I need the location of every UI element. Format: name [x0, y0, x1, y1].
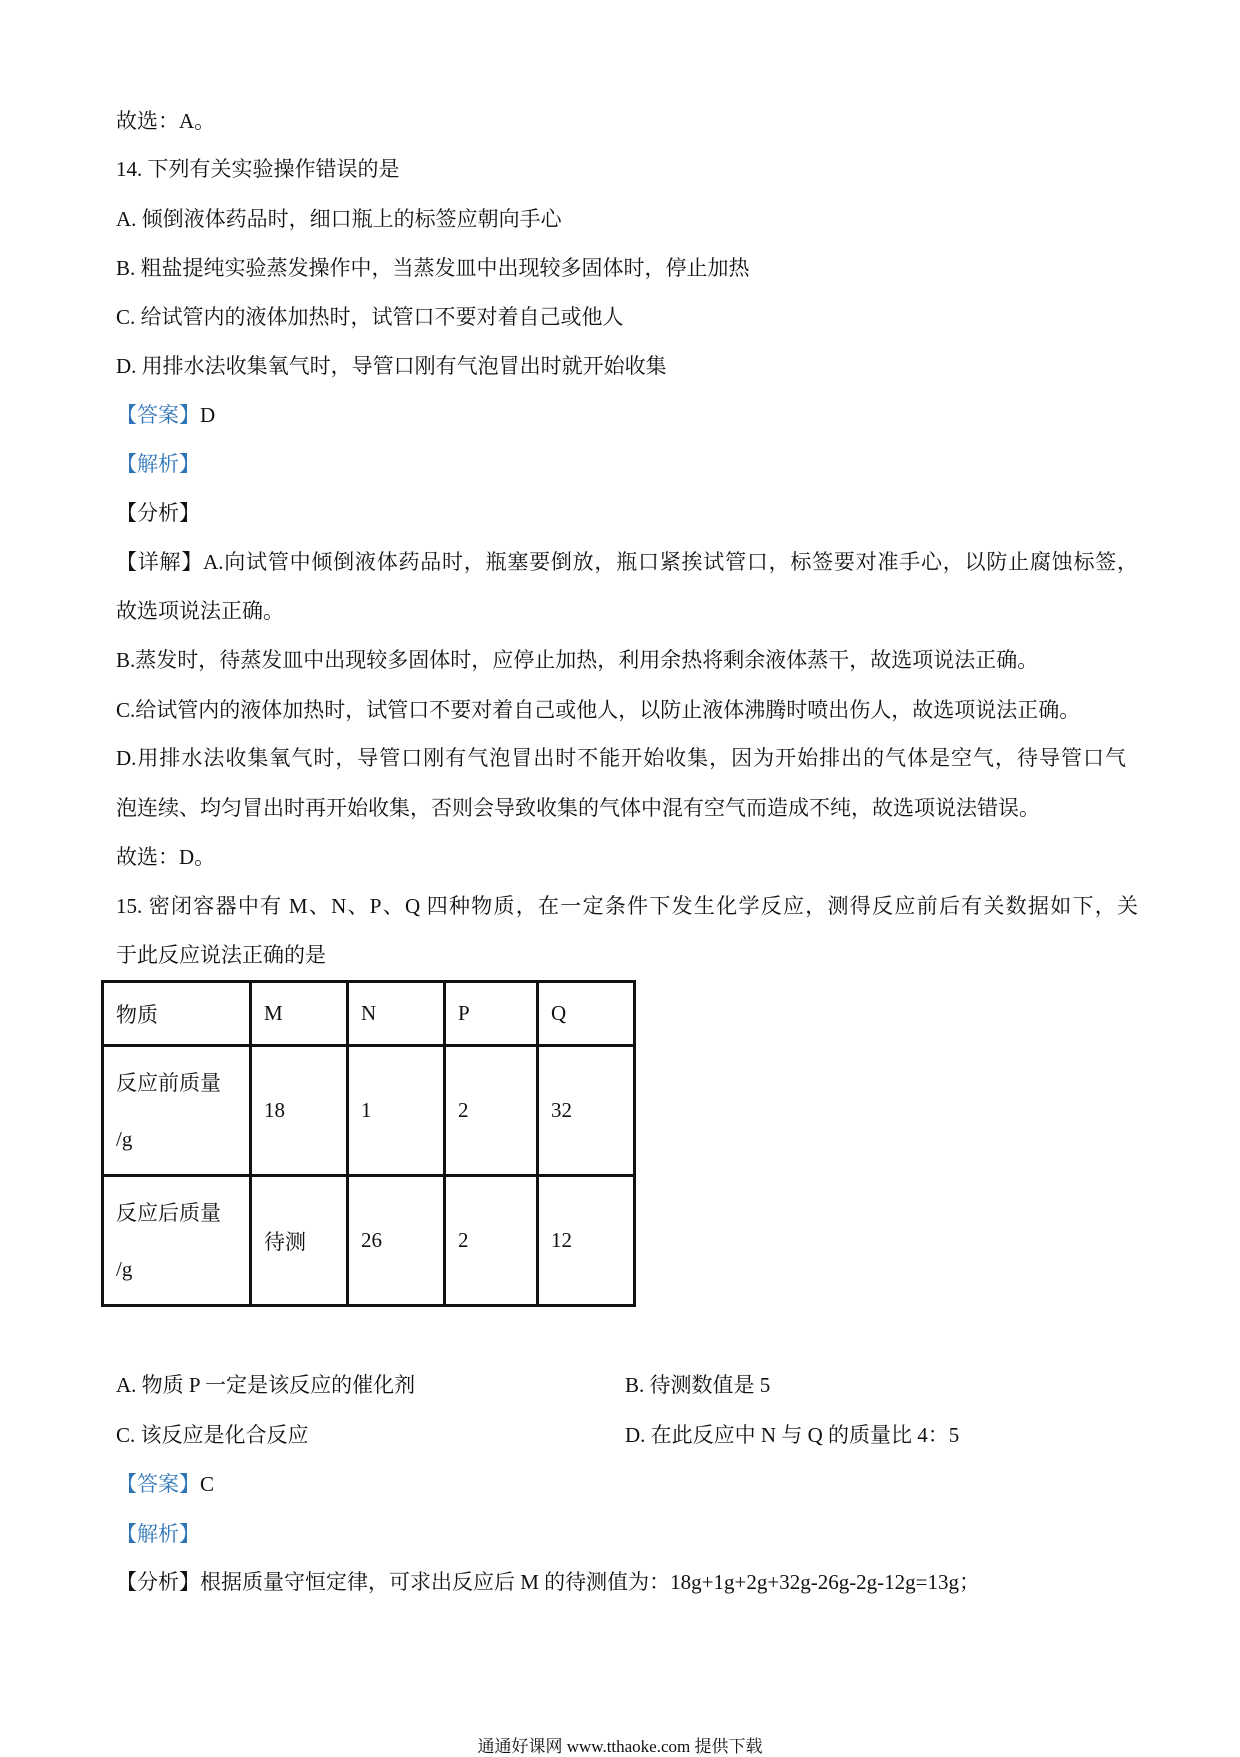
- table-header-row: [103, 982, 635, 1046]
- table-cell: 32: [538, 1046, 635, 1176]
- answer-tag: 【答案】: [116, 1472, 200, 1496]
- table-cell: 2: [445, 1176, 538, 1306]
- q15-analysis-tag: 【解析】: [116, 1522, 200, 1546]
- row-label: 反应后质量: [116, 1200, 221, 1225]
- q15-option-a: A. 物质 P 一定是该反应的催化剂: [116, 1373, 416, 1397]
- q14-stem: 14. 下列有关实验操作错误的是: [116, 157, 400, 181]
- q14-detail-line: C.给试管内的液体加热时，试管口不要对着自己或他人，以防止液体沸腾时喷出伤人，故选项说法正确。: [116, 698, 1081, 722]
- q14-option-d: D. 用排水法收集氧气时，导管口刚有气泡冒出时就开始收集: [116, 354, 667, 378]
- table-cell: 12: [538, 1176, 635, 1306]
- answer-value: D: [200, 403, 216, 427]
- prev-conclusion: 故选：A。: [116, 109, 216, 133]
- table-row: [103, 1046, 635, 1176]
- q14-answer: [116, 402, 215, 428]
- q15-option-c: C. 该反应是化合反应: [116, 1423, 309, 1447]
- table-cell: P: [445, 982, 538, 1046]
- q14-detail-line: 泡连续、均匀冒出时再开始收集，否则会导致收集的气体中混有空气而造成不纯，故选项说法错误。: [116, 796, 1040, 820]
- q14-option-b: B. 粗盐提纯实验蒸发操作中，当蒸发皿中出现较多固体时，停止加热: [116, 256, 750, 280]
- table-cell: 待测: [251, 1176, 348, 1306]
- q15-answer: [116, 1471, 214, 1497]
- q14-detail-line: D.用排水法收集氧气时，导管口刚有气泡冒出时不能开始收集，因为开始排出的气体是空气，待导管口气: [116, 746, 1126, 770]
- table-cell: 18: [251, 1046, 348, 1176]
- row-label-cell: [103, 1046, 251, 1176]
- q15-data-table: [101, 980, 636, 1307]
- q14-conclusion: 故选：D。: [116, 845, 216, 869]
- table-cell: M: [251, 982, 348, 1046]
- q14-option-a: A. 倾倒液体药品时，细口瓶上的标签应朝向手心: [116, 207, 562, 231]
- table-cell: 2: [445, 1046, 538, 1176]
- q15-fenxi: 【分析】根据质量守恒定律，可求出反应后 M 的待测值为：18g+1g+2g+32g-26g-2g-12g=13g；: [116, 1570, 981, 1594]
- q14-detail-line: 【详解】A.向试管中倾倒液体药品时，瓶塞要倒放，瓶口紧挨试管口，标签要对准手心，以防止腐蚀标签，: [116, 550, 1138, 574]
- table-row: [103, 1176, 635, 1306]
- page-footer: 通通好课网 www.tthaoke.com 提供下载: [477, 1737, 763, 1756]
- row-label: 反应前质量: [116, 1070, 221, 1095]
- q14-detail-line: 故选项说法正确。: [116, 599, 284, 623]
- row-unit: /g: [116, 1256, 133, 1281]
- table-cell: N: [348, 982, 445, 1046]
- answer-tag: 【答案】: [116, 403, 200, 427]
- answer-value: C: [200, 1472, 215, 1496]
- table-cell: Q: [538, 982, 635, 1046]
- q14-fenxi-tag: 【分析】: [116, 501, 200, 525]
- q14-analysis-tag: 【解析】: [116, 452, 200, 476]
- q15-option-d: D. 在此反应中 N 与 Q 的质量比 4：5: [625, 1423, 960, 1447]
- table-cell: 1: [348, 1046, 445, 1176]
- q14-option-c: C. 给试管内的液体加热时，试管口不要对着自己或他人: [116, 305, 624, 329]
- q15-stem-line: 于此反应说法正确的是: [116, 943, 326, 967]
- row-label-cell: [103, 1176, 251, 1306]
- table-cell: 26: [348, 1176, 445, 1306]
- table-cell: 物质: [103, 982, 251, 1046]
- q15-option-b: B. 待测数值是 5: [625, 1373, 771, 1397]
- q14-detail-line: B.蒸发时，待蒸发皿中出现较多固体时，应停止加热，利用余热将剩余液体蒸干，故选项说法正确。: [116, 648, 1039, 672]
- q15-stem-line: 15. 密闭容器中有 M、N、P、Q 四种物质，在一定条件下发生化学反应，测得反应前后有关数据如下，关: [116, 894, 1138, 918]
- row-unit: /g: [116, 1126, 133, 1151]
